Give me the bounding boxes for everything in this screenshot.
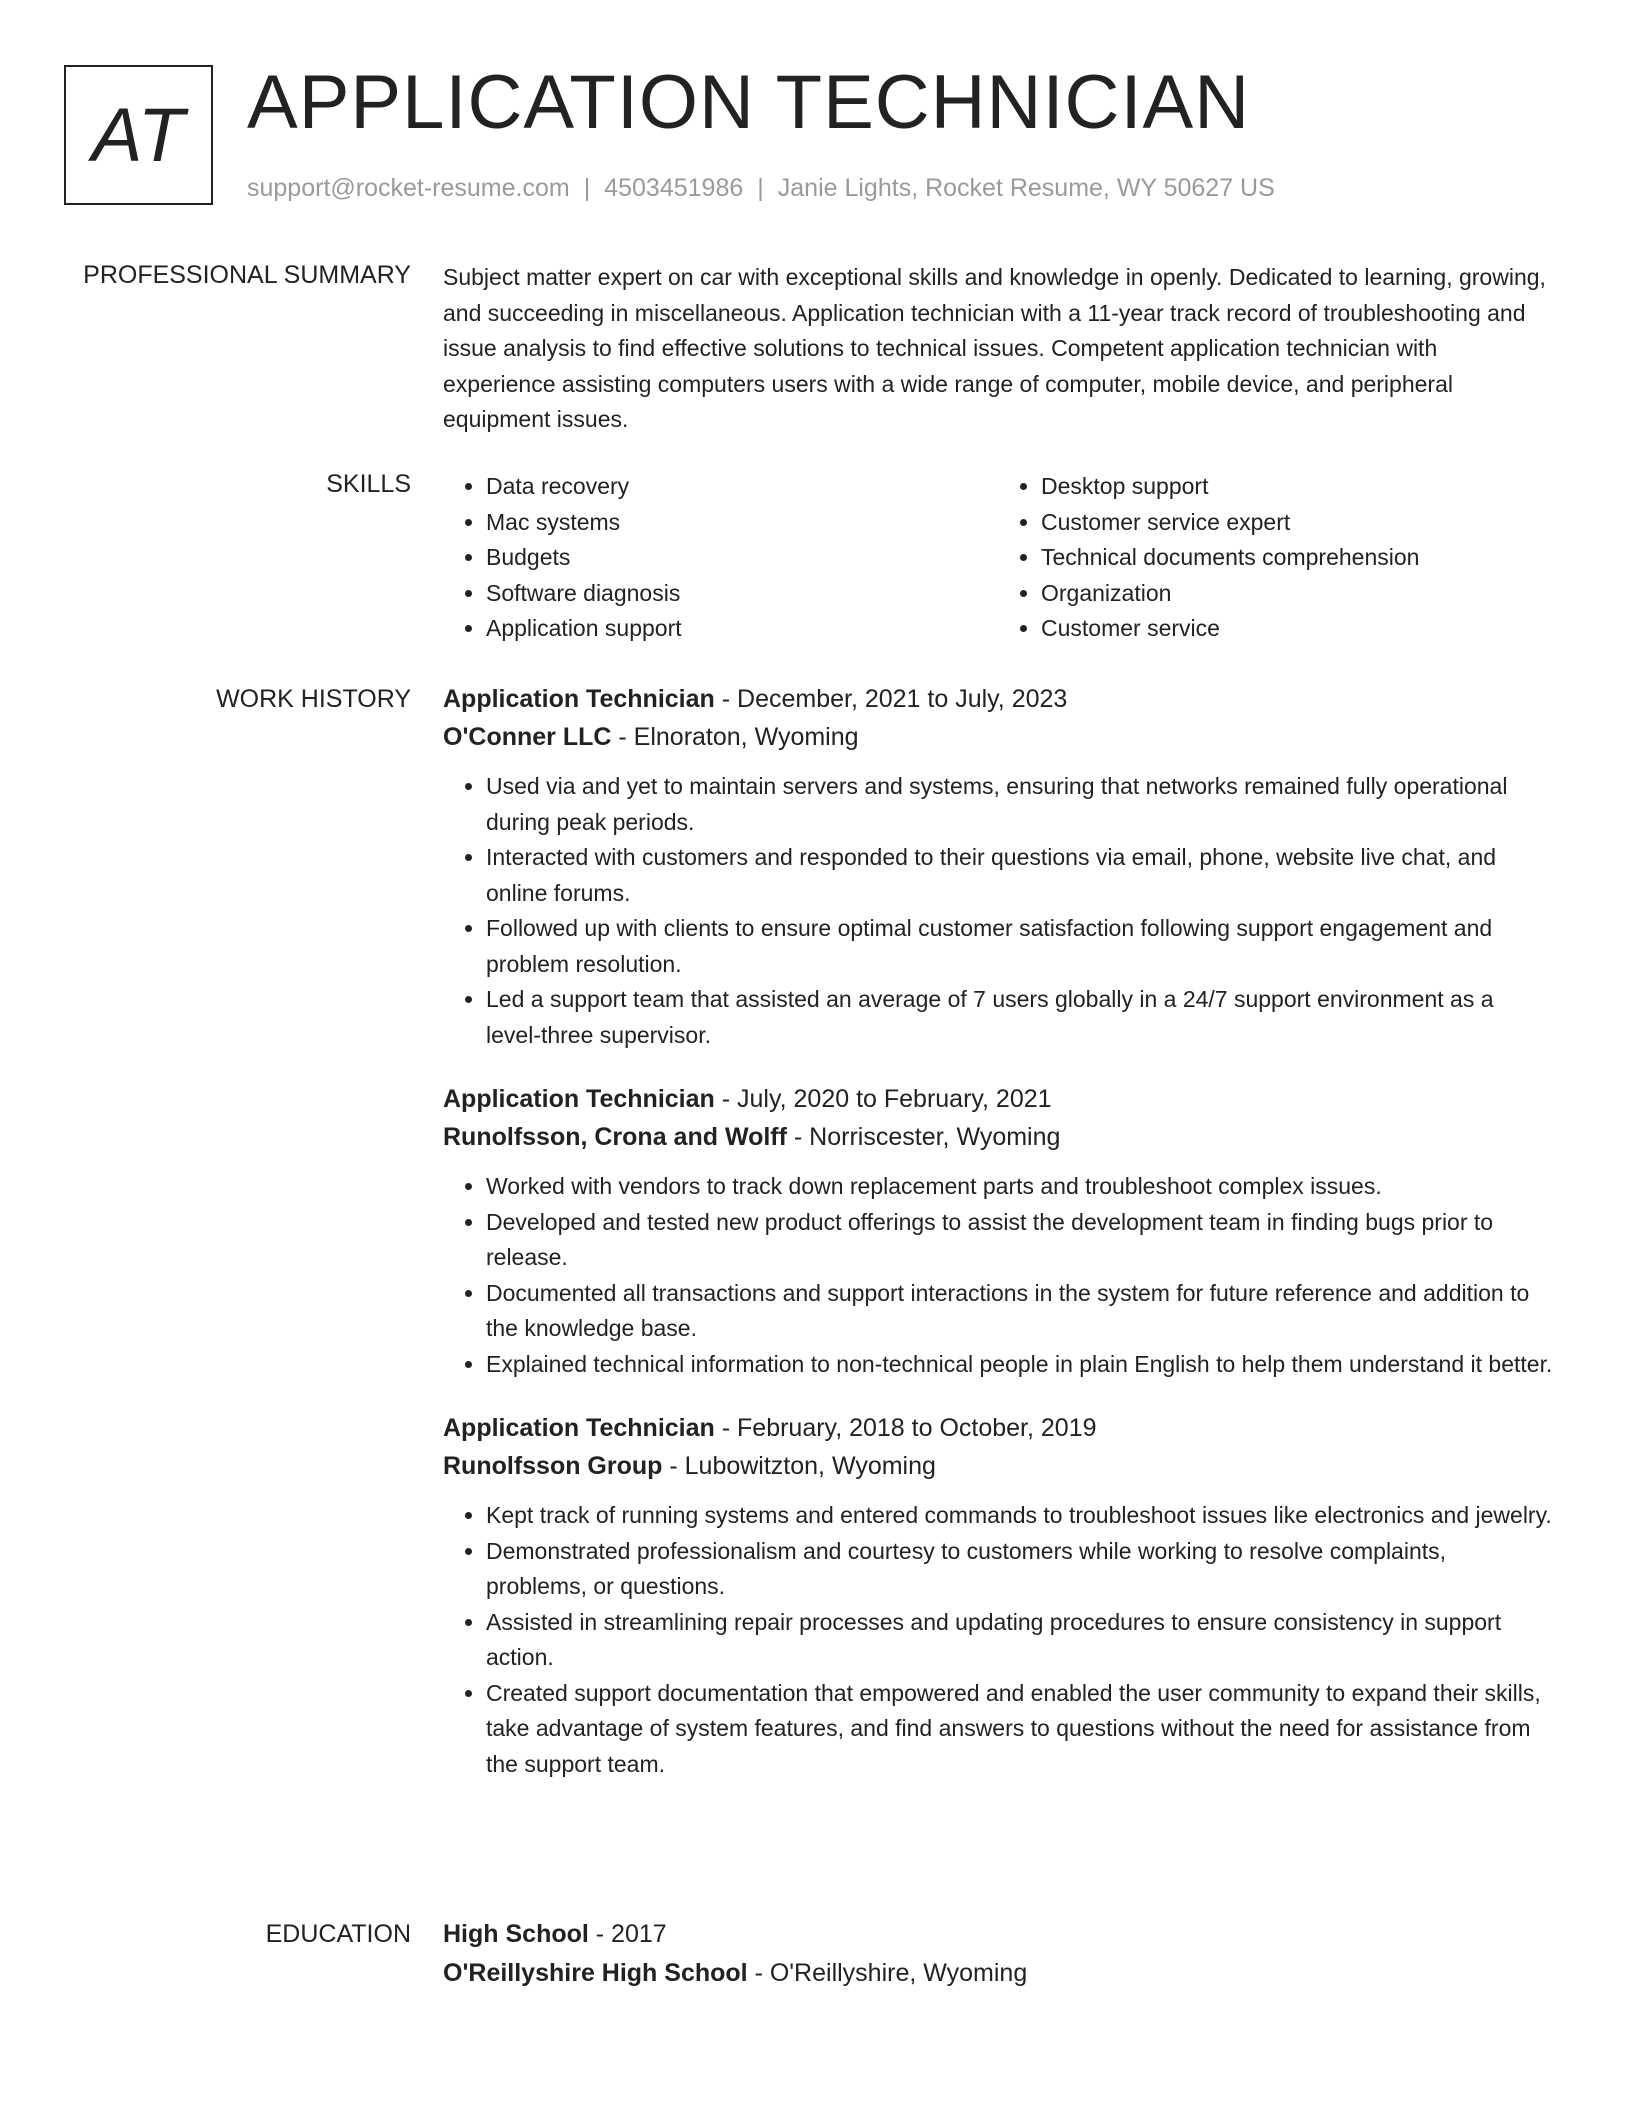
skills-body <box>443 469 1553 647</box>
job-location: - Lubowitzton, Wyoming <box>662 1452 936 1480</box>
job-title-line <box>443 1083 1553 1115</box>
education-location: - O'Reillyshire, Wyoming <box>747 1959 1028 1987</box>
summary-body <box>443 260 1553 438</box>
job-entry <box>443 1412 1553 1782</box>
job-bullet: • Explained technical information to non-technical people in plain English to help them understand it better. <box>486 1347 1553 1383</box>
job-bullet: • Documented all transactions and support interactions in the system for future reference and addition to the knowledge base. <box>486 1276 1553 1347</box>
education-body <box>443 1918 1553 1989</box>
education-school-line <box>443 1957 1553 1989</box>
job-title-line <box>443 683 1553 715</box>
contact-line <box>247 172 1275 204</box>
skill-item: • Software diagnosis <box>486 576 998 612</box>
job-company: Runolfsson, Crona and Wolff <box>443 1123 787 1151</box>
job-bullet: • Worked with vendors to track down replacement parts and troubleshoot complex issues. <box>486 1169 1553 1205</box>
education-label: EDUCATION <box>265 1920 411 1948</box>
job-bullet: • Assisted in streamlining repair processes and updating procedures to ensure consistency in support action. <box>486 1605 1553 1676</box>
job-bullet: • Developed and tested new product offerings to assist the development team in finding bugs prior to release. <box>486 1205 1553 1276</box>
work-body <box>443 683 1553 1812</box>
job-title-line <box>443 1412 1553 1444</box>
job-entry <box>443 1083 1553 1382</box>
job-company-line <box>443 1450 1553 1482</box>
skill-item: • Application support <box>486 611 998 647</box>
skill-item: • Organization <box>1041 576 1553 612</box>
job-dates: - July, 2020 to February, 2021 <box>714 1085 1052 1113</box>
work-label: WORK HISTORY <box>216 685 411 713</box>
skill-item: • Budgets <box>486 540 998 576</box>
education-degree: High School <box>443 1920 589 1948</box>
phone: 4503451986 <box>604 174 744 202</box>
job-company: O'Conner LLC <box>443 723 612 751</box>
job-title: Application Technician <box>443 685 715 713</box>
skill-item: • Mac systems <box>486 505 998 541</box>
skills-label: SKILLS <box>326 470 411 498</box>
education-year: - 2017 <box>588 1920 667 1948</box>
job-company: Runolfsson Group <box>443 1452 663 1480</box>
job-title: Application Technician <box>443 1085 715 1113</box>
separator: | <box>757 174 764 202</box>
job-location: - Elnoraton, Wyoming <box>611 723 859 751</box>
job-dates: - December, 2021 to July, 2023 <box>714 685 1068 713</box>
job-company-line <box>443 721 1553 753</box>
job-bullet: • Kept track of running systems and entered commands to troubleshoot issues like electronics and jewelry. <box>486 1498 1553 1534</box>
job-bullet: • Led a support team that assisted an average of 7 users globally in a 24/7 support environment as a level-three supervisor. <box>486 982 1553 1053</box>
skill-item: • Data recovery <box>486 469 998 505</box>
job-dates: - February, 2018 to October, 2019 <box>714 1414 1097 1442</box>
summary-text: Subject matter expert on car with exceptional skills and knowledge in openly. Dedicated to learning, growing, and succeeding in miscellaneous. Application technician with a 11-year track record of troubleshooting and issue analysis to find effective solutions to technical issues. Competent application technician with experience assisting computers users with a wide range of computer, mobile device, and peripheral equipment issues. <box>443 264 1546 432</box>
skill-item: • Customer service <box>1041 611 1553 647</box>
address: Janie Lights, Rocket Resume, WY 50627 US <box>777 174 1275 202</box>
page-title: APPLICATION TECHNICIAN <box>247 60 1251 145</box>
job-location: - Norriscester, Wyoming <box>786 1123 1061 1151</box>
job-bullet: • Demonstrated professionalism and courtesy to customers while working to resolve complaints, problems, or questions. <box>486 1534 1553 1605</box>
job-bullet: • Created support documentation that empowered and enabled the user community to expand their skills, take advantage of system features, and find answers to questions without the need for assistance from the support team. <box>486 1676 1553 1783</box>
education-school: O'Reillyshire High School <box>443 1959 748 1987</box>
monogram: AT <box>64 65 213 205</box>
separator: | <box>583 174 591 202</box>
job-title: Application Technician <box>443 1414 715 1442</box>
job-bullet: • Followed up with clients to ensure optimal customer satisfaction following support engagement and problem resolution. <box>486 911 1553 982</box>
email: support@rocket-resume.com <box>247 174 570 202</box>
skill-item: • Technical documents comprehension <box>1041 540 1553 576</box>
skill-item: • Desktop support <box>1041 469 1553 505</box>
job-bullet: • Interacted with customers and responded to their questions via email, phone, website live chat, and online forums. <box>486 840 1553 911</box>
job-entry <box>443 683 1553 1053</box>
job-bullets <box>443 769 1553 1053</box>
skills-list-right <box>998 469 1553 647</box>
skill-item: • Customer service expert <box>1041 505 1553 541</box>
skills-list-left <box>443 469 998 647</box>
job-bullet: • Used via and yet to maintain servers and systems, ensuring that networks remained fully operational during peak periods. <box>486 769 1553 840</box>
job-bullets <box>443 1169 1553 1382</box>
job-company-line <box>443 1121 1553 1153</box>
education-degree-line <box>443 1918 1553 1950</box>
summary-label: PROFESSIONAL SUMMARY <box>83 261 411 289</box>
job-bullets <box>443 1498 1553 1782</box>
